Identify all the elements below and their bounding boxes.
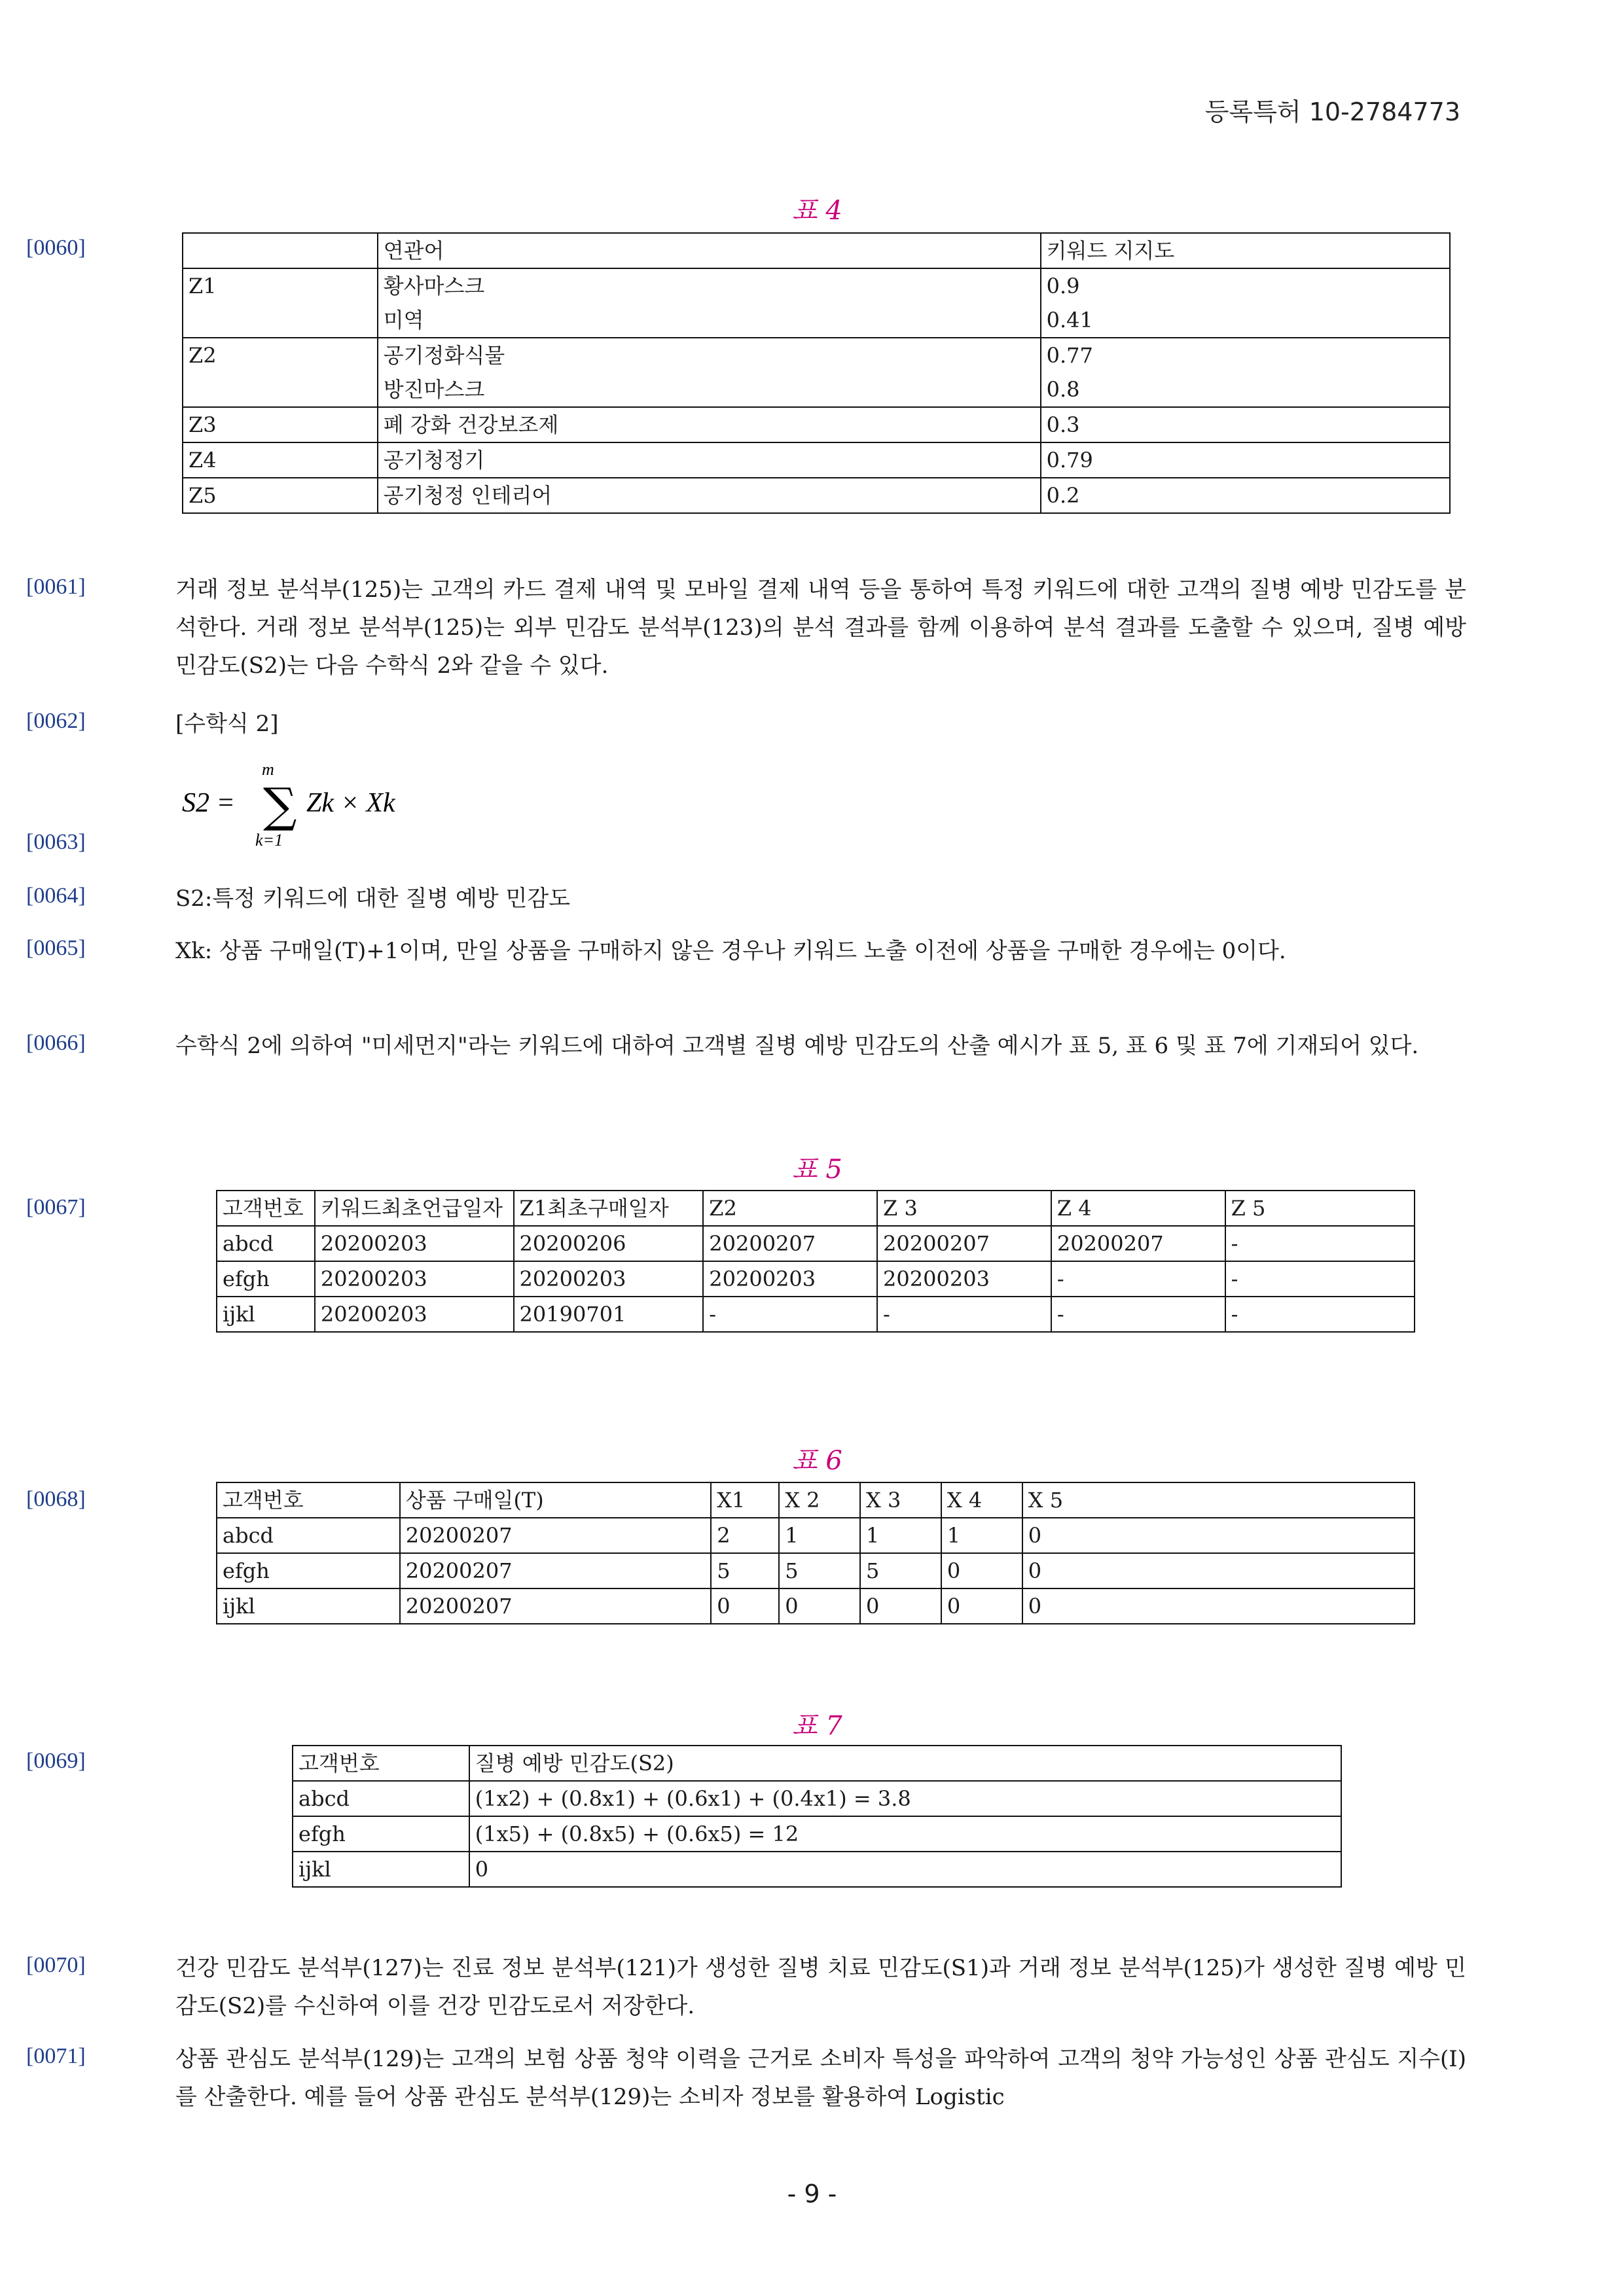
table-cell: 20200203 xyxy=(877,1261,1051,1297)
para-number-0060: [0060] xyxy=(26,236,86,260)
table-cell: 0.2 xyxy=(1041,478,1450,513)
table-cell: 0 xyxy=(860,1588,941,1624)
table-row xyxy=(183,407,1450,442)
table-cell: 0 xyxy=(1022,1518,1415,1553)
table-cell: 20190701 xyxy=(514,1297,704,1332)
para-number-0061: [0061] xyxy=(26,575,86,599)
table-cell: abcd xyxy=(217,1518,400,1553)
table-cell: 20200207 xyxy=(703,1226,877,1261)
para-number-0066: [0066] xyxy=(26,1031,86,1055)
formula-sum-bottom: k=1 xyxy=(255,831,283,850)
table-row xyxy=(183,442,1450,478)
formula-lhs: S2 = xyxy=(182,788,235,818)
table-row xyxy=(217,1297,1415,1332)
table-cell: 미역 xyxy=(378,303,1041,338)
table4-caption: 표 4 xyxy=(792,196,842,226)
table-cell: Z3 xyxy=(183,407,378,442)
table-cell: 20200203 xyxy=(703,1261,877,1297)
table-cell: - xyxy=(1225,1226,1415,1261)
table-header-cell: 고객번호 xyxy=(217,1482,400,1518)
page-number: - 9 - xyxy=(787,2179,837,2208)
table-cell: 20200206 xyxy=(514,1226,704,1261)
table-cell: ijkl xyxy=(217,1588,400,1624)
para-number-0065: [0065] xyxy=(26,936,86,960)
table-header-cell: 키워드최초언급일자 xyxy=(315,1191,514,1226)
table-header-cell: 연관어 xyxy=(378,233,1041,268)
table-cell: 황사마스크 xyxy=(378,268,1041,303)
para-text-0066: 수학식 2에 의하여 "미세먼지"라는 키워드에 대하여 고객별 질병 예방 민감도의 산출 예시가 표 5, 표 6 및 표 7에 기재되어 있다. xyxy=(175,1033,1419,1059)
table-header-row xyxy=(217,1191,1415,1226)
table-cell: 방진마스크 xyxy=(378,372,1041,407)
table-cell: efgh xyxy=(217,1553,400,1588)
table-cell: efgh xyxy=(217,1261,315,1297)
table-cell: efgh xyxy=(293,1816,469,1852)
table-cell: - xyxy=(1225,1261,1415,1297)
table-cell: 0.9 xyxy=(1041,268,1450,303)
para-number-0067: [0067] xyxy=(26,1195,86,1219)
table-header-cell: 고객번호 xyxy=(217,1191,315,1226)
table-cell: Z1 xyxy=(183,268,378,303)
table-row xyxy=(293,1816,1341,1852)
para-number-0063: [0063] xyxy=(26,830,86,854)
para-text-0071: 상품 관심도 분석부(129)는 고객의 보험 상품 청약 이력을 근거로 소비자 특성을 파악하여 고객의 청약 가능성인 상품 관심도 지수(I)를 산출한다. 예를 들어 상품 관심도 분석부(129)는 소비자 정보를 활용하여 Logistic xyxy=(175,2046,1466,2110)
table-cell: 0 xyxy=(779,1588,860,1624)
table-7 xyxy=(292,1745,1342,1888)
para-number-0069: [0069] xyxy=(26,1749,86,1773)
table-5 xyxy=(216,1190,1415,1333)
table-header-cell xyxy=(183,233,378,268)
table-cell: 5 xyxy=(711,1553,779,1588)
table-cell: (1x5) + (0.8x5) + (0.6x5) = 12 xyxy=(469,1816,1341,1852)
table-header-row xyxy=(183,233,1450,268)
table-cell: 0 xyxy=(711,1588,779,1624)
formula-svg xyxy=(182,759,457,851)
table-row xyxy=(217,1518,1415,1553)
table-6 xyxy=(216,1482,1415,1624)
formula-s2 xyxy=(182,759,457,858)
table-row xyxy=(217,1261,1415,1297)
para-number-0062: [0062] xyxy=(26,709,86,733)
table-row xyxy=(217,1553,1415,1588)
table-cell xyxy=(183,372,378,407)
table-cell: 20200207 xyxy=(877,1226,1051,1261)
table-header-cell: X 5 xyxy=(1022,1482,1415,1518)
table7-caption: 표 7 xyxy=(792,1711,842,1741)
table-cell: 공기청정기 xyxy=(378,442,1041,478)
table-cell: 공기정화식물 xyxy=(378,338,1041,372)
table-cell: abcd xyxy=(217,1226,315,1261)
table-header-cell: Z 5 xyxy=(1225,1191,1415,1226)
table-cell: 2 xyxy=(711,1518,779,1553)
para-number-0068: [0068] xyxy=(26,1487,86,1511)
table-row xyxy=(183,478,1450,513)
table-header-row xyxy=(217,1482,1415,1518)
table-cell: 1 xyxy=(779,1518,860,1553)
table-row xyxy=(183,268,1450,303)
table-cell: - xyxy=(703,1297,877,1332)
table-cell: 20200203 xyxy=(315,1261,514,1297)
table-row xyxy=(183,303,1450,338)
table-header-cell: 키워드 지지도 xyxy=(1041,233,1450,268)
table-cell: 0 xyxy=(1022,1588,1415,1624)
table-header-cell: Z 3 xyxy=(877,1191,1051,1226)
table-cell: Z2 xyxy=(183,338,378,372)
table-header-cell: Z 4 xyxy=(1051,1191,1225,1226)
para-text-0062: [수학식 2] xyxy=(175,711,279,737)
table-header-cell: 상품 구매일(T) xyxy=(400,1482,712,1518)
para-number-0070: [0070] xyxy=(26,1953,86,1977)
para-text-0070: 건강 민감도 분석부(127)는 진료 정보 분석부(121)가 생성한 질병 치료 민감도(S1)과 거래 정보 분석부(125)가 생성한 질병 예방 민감도(S2)를 수신하여 이를 건강 민감도로서 저장한다. xyxy=(175,1955,1466,2019)
table-cell: ijkl xyxy=(293,1852,469,1887)
table-cell: 20200207 xyxy=(1051,1226,1225,1261)
table-cell: 0 xyxy=(1022,1553,1415,1588)
table-cell: 0.79 xyxy=(1041,442,1450,478)
table-cell: 20200203 xyxy=(514,1261,704,1297)
table-header-cell: X 4 xyxy=(941,1482,1022,1518)
table-cell: 5 xyxy=(860,1553,941,1588)
patent-number-header: 등록특허 10-2784773 xyxy=(1204,98,1460,126)
table-cell: 0.8 xyxy=(1041,372,1450,407)
table-4 xyxy=(182,232,1451,514)
table-row xyxy=(293,1781,1341,1816)
table-cell: - xyxy=(1225,1297,1415,1332)
table-cell: 0 xyxy=(941,1588,1022,1624)
table6-caption: 표 6 xyxy=(792,1446,842,1476)
table-cell: 20200203 xyxy=(315,1297,514,1332)
table-header-cell: X1 xyxy=(711,1482,779,1518)
table-row xyxy=(293,1852,1341,1887)
table-header-cell: Z1최초구매일자 xyxy=(514,1191,704,1226)
table-header-cell: X 2 xyxy=(779,1482,860,1518)
table-cell: (1x2) + (0.8x1) + (0.6x1) + (0.4x1) = 3.8 xyxy=(469,1781,1341,1816)
para-text-0065: Xk: 상품 구매일(T)+1이며, 만일 상품을 구매하지 않은 경우나 키워드 노출 이전에 상품을 구매한 경우에는 0이다. xyxy=(175,938,1286,964)
table-cell: ijkl xyxy=(217,1297,315,1332)
table-cell: - xyxy=(877,1297,1051,1332)
table-cell: 0.3 xyxy=(1041,407,1450,442)
table-cell: 20200207 xyxy=(400,1588,712,1624)
table-cell xyxy=(183,303,378,338)
table-cell: 0.41 xyxy=(1041,303,1450,338)
table-cell: 폐 강화 건강보조제 xyxy=(378,407,1041,442)
formula-sum-top: m xyxy=(262,760,274,779)
formula-sigma: ∑ xyxy=(263,778,297,833)
table-header-cell: 고객번호 xyxy=(293,1746,469,1781)
table-cell: 0 xyxy=(469,1852,1341,1887)
table-cell: Z4 xyxy=(183,442,378,478)
table-cell: 1 xyxy=(860,1518,941,1553)
para-text-0064: S2:특정 키워드에 대한 질병 예방 민감도 xyxy=(175,886,571,912)
table-header-cell: 질병 예방 민감도(S2) xyxy=(469,1746,1341,1781)
table-row xyxy=(183,372,1450,407)
table-cell: 공기청정 인테리어 xyxy=(378,478,1041,513)
table-header-row xyxy=(293,1746,1341,1781)
table-cell: Z5 xyxy=(183,478,378,513)
table-cell: 5 xyxy=(779,1553,860,1588)
table5-caption: 표 5 xyxy=(792,1155,842,1185)
table-cell: - xyxy=(1051,1297,1225,1332)
table-cell: abcd xyxy=(293,1781,469,1816)
para-text-0061: 거래 정보 분석부(125)는 고객의 카드 결제 내역 및 모바일 결제 내역 등을 통하여 특정 키워드에 대한 고객의 질병 예방 민감도를 분석한다. 거래 정보 분석부(125)는 외부 민감도 분석부(123)의 분석 결과를 함께 이용하여 분석 결과를 도출할 수 있으며, 질병 예방 민감도(S2)는 다음 수학식 2와 같을 수 있다. xyxy=(175,577,1466,679)
table-cell: 20200207 xyxy=(400,1518,712,1553)
formula-rhs: Zk × Xk xyxy=(306,788,395,818)
table-row xyxy=(183,338,1450,372)
table-cell: 0.77 xyxy=(1041,338,1450,372)
table-header-cell: Z2 xyxy=(703,1191,877,1226)
table-cell: 20200203 xyxy=(315,1226,514,1261)
table-row xyxy=(217,1226,1415,1261)
table-row xyxy=(217,1588,1415,1624)
table-header-cell: X 3 xyxy=(860,1482,941,1518)
table-cell: 0 xyxy=(941,1553,1022,1588)
table-cell: 1 xyxy=(941,1518,1022,1553)
table-cell: 20200207 xyxy=(400,1553,712,1588)
para-number-0064: [0064] xyxy=(26,884,86,908)
table-cell: - xyxy=(1051,1261,1225,1297)
para-number-0071: [0071] xyxy=(26,2044,86,2068)
